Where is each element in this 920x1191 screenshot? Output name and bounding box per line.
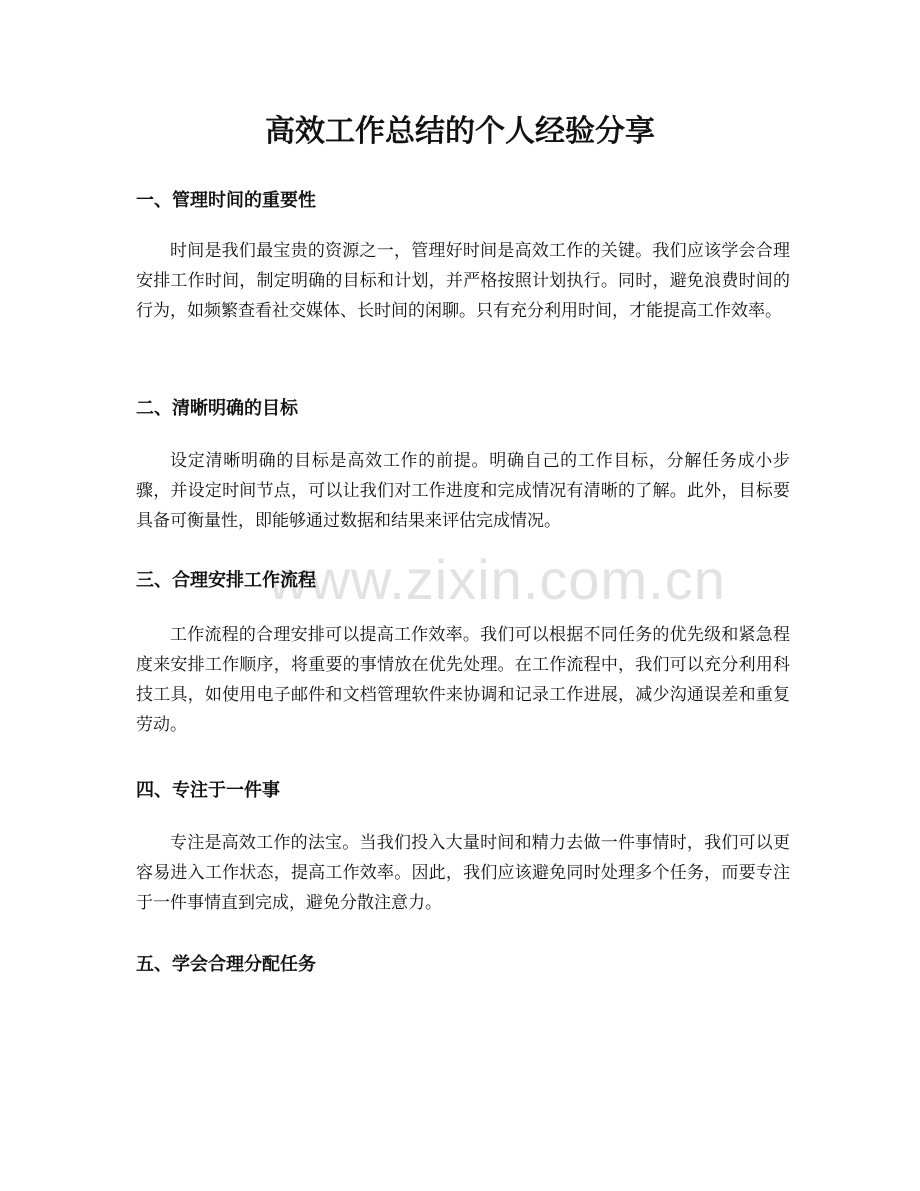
watermark: www.zixin.com.cn [268,548,726,611]
section-heading-4: 四、专注于一件事 [136,780,280,801]
document-title: 高效工作总结的个人经验分享 [265,114,655,149]
section-paragraph-4: 专注是高效工作的法宝。当我们投入大量时间和精力去做一件事情时，我们可以更容易进入工作状态，提高工作效率。因此，我们应该避免同时处理多个任务，而要专注于一件事情直到完成，避免分散注意力。 [136,833,790,913]
section-paragraph-1: 时间是我们最宝贵的资源之一，管理好时间是高效工作的关键。我们应该学会合理安排工作时间，制定明确的目标和计划，并严格按照计划执行。同时，避免浪费时间的行为，如频繁查看社交媒体、长时间的闲聊。只有充分利用时间，才能提高工作效率。 [136,241,790,321]
section-heading-1: 一、管理时间的重要性 [136,190,316,211]
section-heading-2: 二、清晰明确的目标 [136,398,298,419]
section-paragraph-2: 设定清晰明确的目标是高效工作的前提。明确自己的工作目标，分解任务成小步骤，并设定时间节点，可以让我们对工作进度和完成情况有清晰的了解。此外，目标要具备可衡量性，即能够通过数据和结果来评估完成情况。 [136,451,790,531]
section-heading-3: 三、合理安排工作流程 [136,570,316,591]
section-heading-5: 五、学会合理分配任务 [136,954,316,975]
section-paragraph-3: 工作流程的合理安排可以提高工作效率。我们可以根据不同任务的优先级和紧急程度来安排工作顺序，将重要的事情放在优先处理。在工作流程中，我们可以充分利用科技工具，如使用电子邮件和文档管理软件来协调和记录工作进展，减少沟通误差和重复劳动。 [136,625,790,735]
